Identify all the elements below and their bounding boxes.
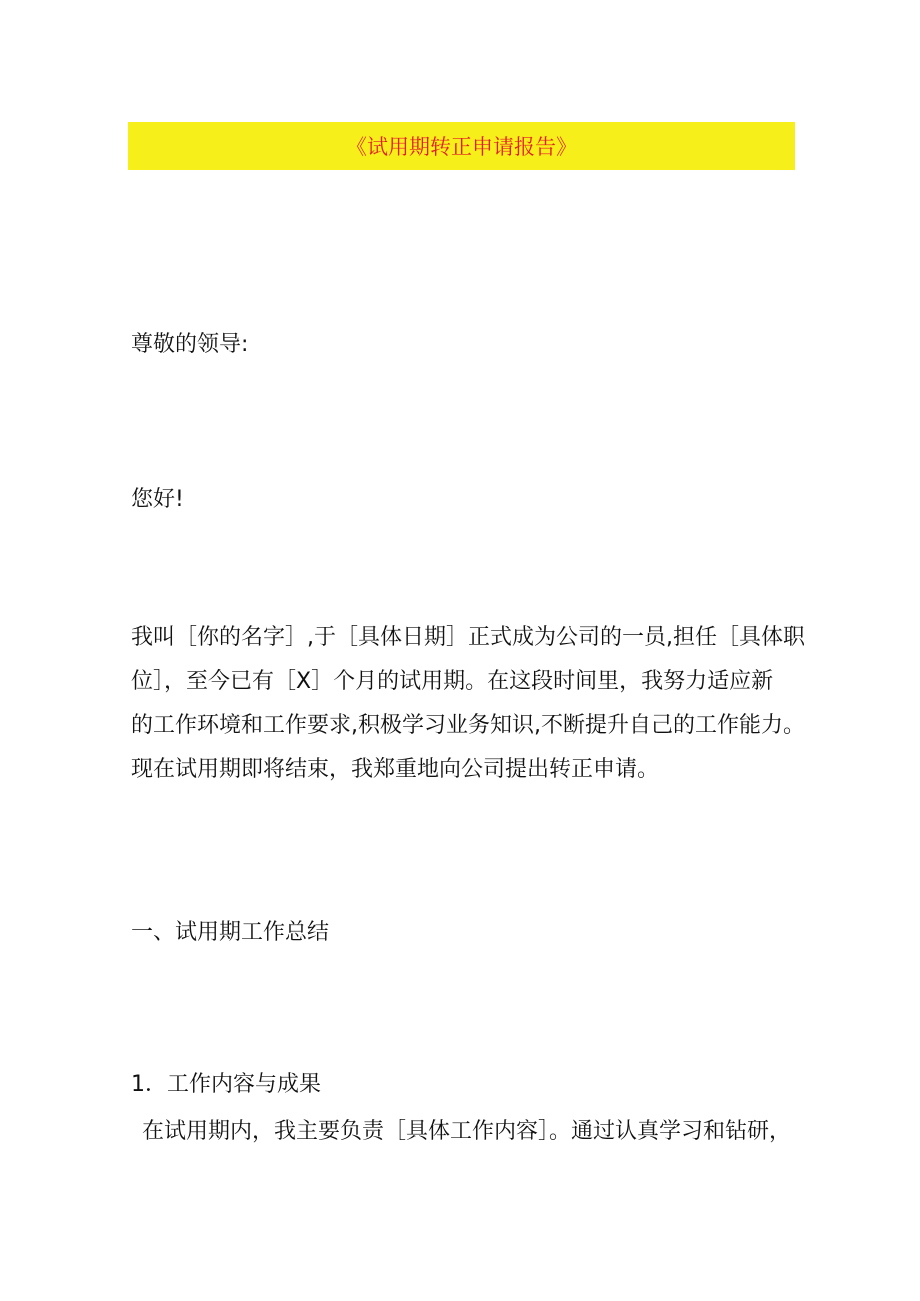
intro-line: 位］，至今已有［X］个月的试用期。在这段时间里，我努力适应新 [131,669,774,694]
subsection-heading: 1．工作内容与成果 [131,1072,321,1097]
document-title: 《试用期转正申请报告》 [346,135,577,159]
subsection-text-line: 在试用期内，我主要负责［具体工作内容］。通过认真学习和钻研， [142,1119,792,1144]
intro-line: 现在试用期即将结束，我郑重地向公司提出转正申请。 [131,757,660,782]
salutation: 尊敬的领导: [131,332,249,357]
intro-paragraph [131,616,805,792]
intro-line: 的工作环境和工作要求,积极学习业务知识,不断提升自己的工作能力。 [131,713,805,738]
greeting: 您好! [131,487,184,512]
title-banner [128,122,795,170]
section-heading: 一、试用期工作总结 [131,920,330,945]
intro-line: 我叫［你的名字］,于［具体日期］正式成为公司的一员,担任［具体职 [131,625,805,650]
